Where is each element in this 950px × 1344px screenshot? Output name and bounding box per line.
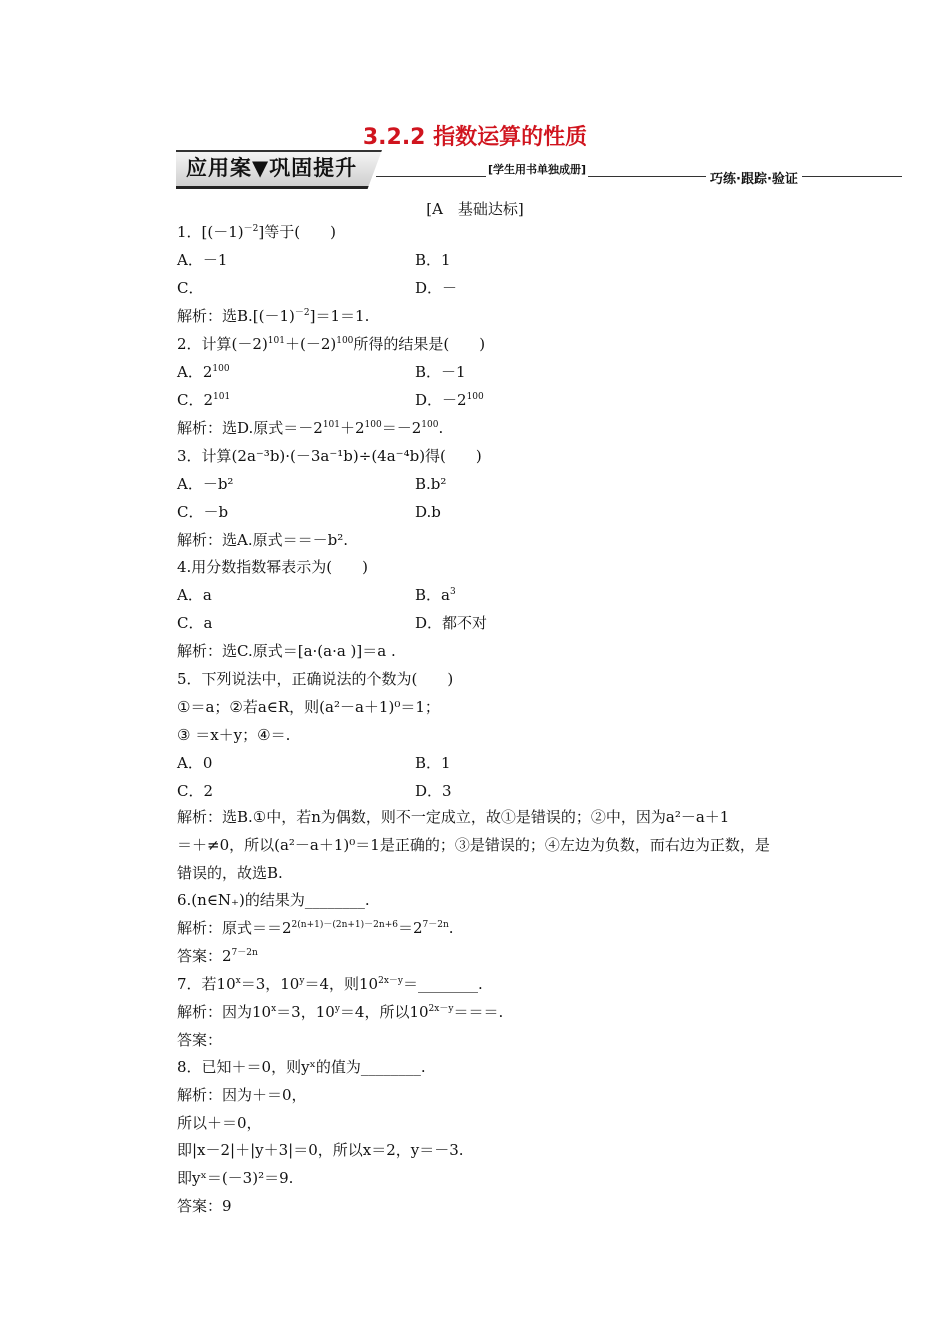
q1-option-c: C． bbox=[177, 279, 204, 297]
question-5-stem: 5．下列说法中，正确说法的个数为( ) bbox=[177, 670, 454, 688]
q7-answer: 答案： bbox=[177, 1031, 223, 1049]
q3-option-c: C．－b bbox=[177, 503, 229, 521]
q6-answer: 答案：$2^{7-2n}$ bbox=[177, 947, 258, 965]
q5-option-d: D．3 bbox=[415, 782, 452, 800]
q3-option-d: D.b bbox=[415, 503, 441, 521]
q5-option-a: A．0 bbox=[177, 754, 213, 772]
q8-solution-line-2: 所以＋＝0， bbox=[177, 1114, 262, 1132]
q5-statements-1: ①＝a；②若a∈R，则(a²－a＋1)⁰＝1； bbox=[177, 698, 440, 716]
q3-solution: 解析：选A.原式＝＝－b². bbox=[177, 531, 348, 549]
q5-solution-line-3: 错误的，故选B. bbox=[177, 864, 283, 882]
q1-option-a: A．－1 bbox=[177, 251, 228, 269]
q5-option-c: C．2 bbox=[177, 782, 214, 800]
q6-solution: 解析：原式$==2^{2(n+1)-(2n+1)-2n+6}=2^{7-2n}$. bbox=[177, 919, 454, 937]
q8-solution-line-4: 即yˣ＝(－3)²＝9. bbox=[177, 1169, 294, 1187]
q2-option-d: D．$-2^{100}$ bbox=[415, 391, 484, 409]
q2-option-b: B．－1 bbox=[415, 363, 466, 381]
banner-note: [学生用书单独成册] bbox=[488, 163, 587, 176]
q5-solution-line-2: ＝＋≠0，所以(a²－a＋1)⁰＝1是正确的；③是错误的；④左边为负数，而右边为正数，是 bbox=[177, 836, 770, 854]
question-4-stem: 4.用分数指数幂表示为( ) bbox=[177, 558, 369, 576]
q8-answer: 答案：9 bbox=[177, 1197, 232, 1215]
q2-option-a: A．$2^{100}$ bbox=[177, 363, 230, 381]
q5-solution-line-1: 解析：选B.①中，若n为偶数，则不一定成立，故①是错误的；②中，因为a²－a＋1 bbox=[177, 808, 730, 826]
q7-solution: 解析：因为$10^x=3$，$10^y=4$，所以$10^{2x-y}===$. bbox=[177, 1003, 504, 1021]
q3-option-a: A．－b² bbox=[177, 475, 234, 493]
q2-solution: 解析：选D.原式$=-2^{101}+2^{100}=-2^{100}$. bbox=[177, 419, 444, 437]
q5-statements-2: ③ ＝x＋y；④＝. bbox=[177, 726, 291, 744]
q2-option-c: C．$2^{101}$ bbox=[177, 391, 231, 409]
question-3-stem: 3．计算(2a⁻³b)·(－3a⁻¹b)÷(4a⁻⁴b)得( ) bbox=[177, 447, 482, 465]
question-1-stem: 1．$[(-1)^{-2}]$等于( ) bbox=[177, 223, 336, 241]
question-7-stem: 7．若$10^x=3$，$10^y=4$，则$10^{2x-y}=\_\_\_\_\_\_\_\_$. bbox=[177, 975, 483, 993]
q4-option-d: D．都不对 bbox=[415, 614, 488, 632]
section-banner bbox=[176, 150, 848, 190]
q4-solution: 解析：选C.原式＝[a·(a·a )]＝a . bbox=[177, 642, 396, 660]
q1-solution: 解析：选$B.[(-1)^{-2}]=1=1$. bbox=[177, 307, 370, 325]
q8-solution-line-1: 解析：因为＋＝0， bbox=[177, 1086, 307, 1104]
q1-option-b: B．1 bbox=[415, 251, 451, 269]
question-8-stem: 8．已知＋＝0，则yˣ的值为________. bbox=[177, 1058, 426, 1076]
banner-right-label: 巧练·跟踪·验证 bbox=[706, 168, 802, 187]
q4-option-b: B．$a^3$ bbox=[415, 586, 456, 604]
q4-option-a: A．a bbox=[177, 586, 212, 604]
page-title: 3.2.2 指数运算的性质 bbox=[362, 125, 588, 150]
q3-option-b: B.b² bbox=[415, 475, 447, 493]
banner-label: 应用案▼巩固提升 bbox=[186, 156, 358, 180]
q4-option-c: C．a bbox=[177, 614, 213, 632]
q5-option-b: B．1 bbox=[415, 754, 451, 772]
section-heading: [A 基础达标] bbox=[426, 200, 524, 218]
q1-option-d: D．－ bbox=[415, 279, 458, 297]
question-6-stem: 6.(n∈N₊)的结果为________. bbox=[177, 891, 370, 909]
q8-solution-line-3: 即|x－2|＋|y＋3|＝0，所以x＝2，y＝－3. bbox=[177, 1141, 464, 1159]
banner-divider bbox=[376, 176, 902, 177]
question-2-stem: 2．计算$(-2)^{101}+(-2)^{100}$所得的结果是( ) bbox=[177, 335, 486, 353]
